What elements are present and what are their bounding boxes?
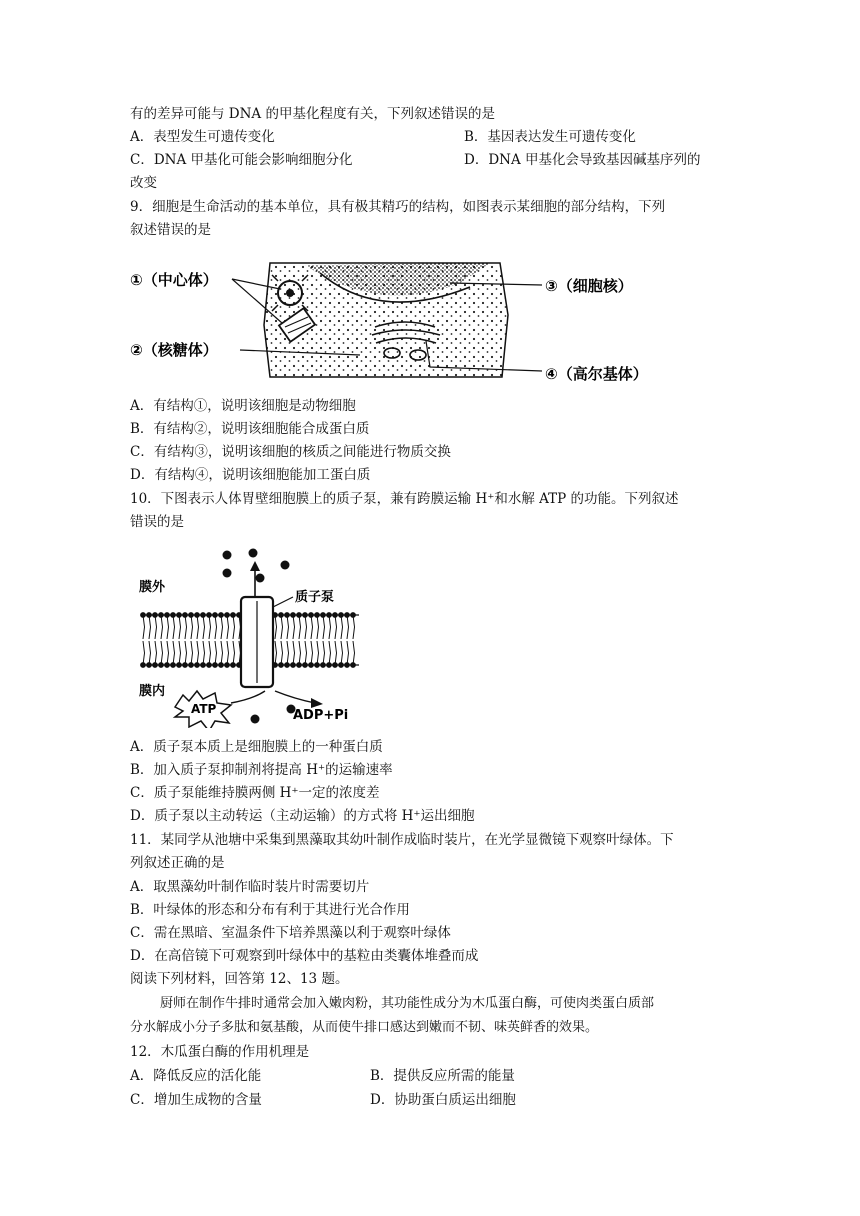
label-outside: 膜外 (139, 580, 166, 595)
label-inside: 膜内 (139, 684, 166, 699)
q9-option-c: C．有结构③，说明该细胞的核质之间能进行物质交换 (130, 444, 451, 460)
q11-option-c: C．需在黑暗、室温条件下培养黑藻以利于观察叶绿体 (130, 925, 451, 941)
q10-option-c: C．质子泵能维持膜两侧 H⁺一定的浓度差 (130, 785, 380, 801)
q12-option-b: B．提供反应所需的能量 (370, 1068, 515, 1084)
q8-option-b: B．基因表达发生可遗传变化 (464, 129, 636, 145)
q8-option-d-continued: 改变 (130, 175, 157, 191)
q12-option-c: C．增加生成物的含量 (130, 1092, 262, 1108)
q8-option-d: D．DNA 甲基化会导致基因碱基序列的 (464, 152, 701, 168)
q12-option-d: D．协助蛋白质运出细胞 (370, 1092, 516, 1108)
q10-stem-line2: 错误的是 (130, 514, 184, 530)
q9-stem-line1: 9．细胞是生命活动的基本单位，具有极其精巧的结构，如图表示某细胞的部分结构，下列 (130, 199, 666, 215)
reading-passage-line1: 厨师在制作牛排时通常会加入嫩肉粉，其功能性成分为木瓜蛋白酶，可使肉类蛋白质部 (160, 996, 655, 1011)
label-golgi: ④（高尔基体） (545, 365, 648, 383)
q8-option-a: A．表型发生可遗传变化 (130, 129, 275, 145)
q12-stem: 12．木瓜蛋白酶的作用机理是 (130, 1044, 310, 1060)
label-ribosome: ②（核糖体） (130, 341, 218, 359)
q11-stem-line2: 列叙述正确的是 (130, 855, 225, 871)
q9-option-b: B．有结构②，说明该细胞能合成蛋白质 (130, 421, 370, 437)
q8-option-c: C．DNA 甲基化可能会影响细胞分化 (130, 152, 353, 168)
label-nucleus: ③（细胞核） (545, 277, 633, 295)
q10-option-d: D．质子泵以主动转运（主动运输）的方式将 H⁺运出细胞 (130, 808, 475, 824)
q10-stem-line1: 10．下图表示人体胃壁细胞膜上的质子泵，兼有跨膜运输 H⁺和水解 ATP 的功能。下列叙述 (130, 491, 679, 507)
q10-option-b: B．加入质子泵抑制剂将提高 H⁺的运输速率 (130, 762, 393, 778)
label-adp-pi: ADP+Pi (293, 708, 349, 723)
q9-stem-line2: 叙述错误的是 (130, 222, 211, 238)
cell-structure-figure (130, 255, 690, 390)
q8-stem-tail: 有的差异可能与 DNA 的甲基化程度有关，下列叙述错误的是 (130, 106, 495, 122)
q9-option-d: D．有结构④，说明该细胞能加工蛋白质 (130, 467, 371, 483)
q11-option-b: B．叶绿体的形态和分布有利于其进行光合作用 (130, 902, 410, 918)
q10-option-a: A．质子泵本质上是细胞膜上的一种蛋白质 (130, 739, 383, 755)
q11-stem-line1: 11．某同学从池塘中采集到黑藻取其幼叶制作成临时装片，在光学显微镜下观察叶绿体。下 (130, 832, 674, 848)
proton-pump-figure (135, 543, 375, 728)
reading-passage-line2: 分水解成小分子多肽和氨基酸，从而使牛排口感达到嫩而不韧、味英鲜香的效果。 (130, 1020, 599, 1035)
q11-option-a: A．取黑藻幼叶制作临时装片时需要切片 (130, 879, 370, 895)
q12-option-a: A．降低反应的活化能 (130, 1068, 262, 1084)
q9-option-a: A．有结构①，说明该细胞是动物细胞 (130, 398, 356, 414)
label-centrosome: ①（中心体） (130, 271, 218, 289)
reading-intro: 阅读下列材料，回答第 12、13 题。 (130, 971, 349, 987)
q11-option-d: D．在高倍镜下可观察到叶绿体中的基粒由类囊体堆叠而成 (130, 948, 479, 964)
label-atp: ATP (191, 702, 217, 716)
label-pump: 质子泵 (295, 590, 335, 605)
